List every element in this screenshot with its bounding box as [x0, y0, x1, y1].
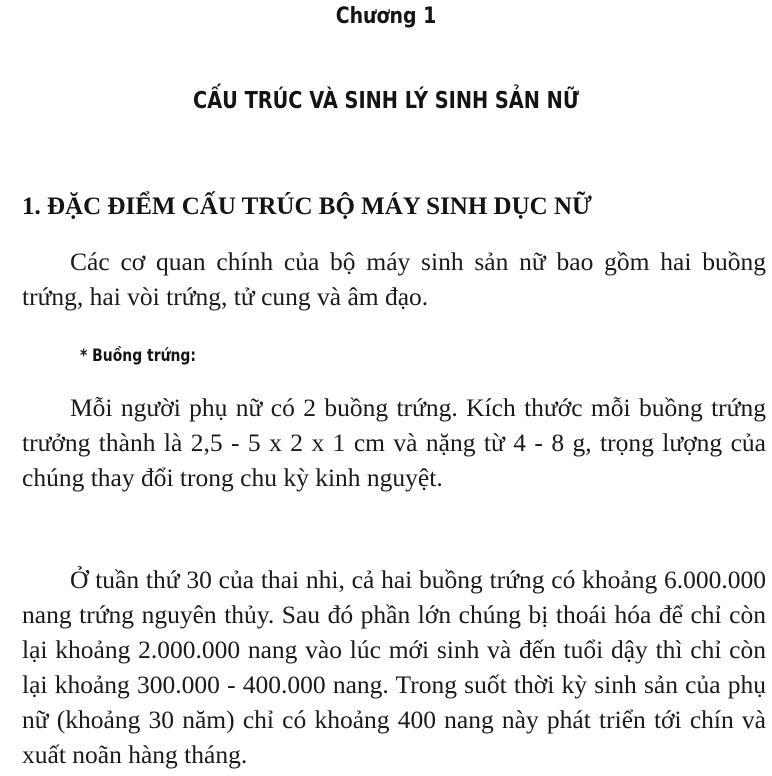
intro-text: Các cơ quan chính của bộ máy sinh sản nữ bao gồm hai buồng trứng, hai vòi trứng, tử cung và âm đạo.: [22, 247, 766, 311]
section-heading: 1. ĐẶC ĐIỂM CẤU TRÚC BỘ MÁY SINH DỤC NỮ: [22, 193, 592, 220]
chapter-label: Chương 1: [335, 4, 437, 29]
intro-paragraph: [22, 244, 766, 314]
paragraph-2-text: Ở tuần thứ 30 của thai nhi, cả hai buồng trứng có khoảng 6.000.000 nang trứng nguyên thủy. Sau đó phần lớn chúng bị thoái hóa để chỉ còn lại khoảng 2.000.000 nang vào lúc mới sinh và đến tuổi dậy thì chỉ còn lại khoảng 300.000 - 400.000 nang. Trong suốt thời kỳ sinh sản của phụ nữ (khoảng 30 năm) chỉ có khoảng 400 nang này phát triển tới chín và xuất noãn hàng tháng.: [22, 565, 766, 769]
chapter-title: CẤU TRÚC VÀ SINH LÝ SINH SẢN NỮ: [193, 88, 579, 114]
paragraph-1: [22, 390, 766, 495]
paragraph-1-text: Mỗi người phụ nữ có 2 buồng trứng. Kích thước mỗi buồng trứng trưởng thành là 2,5 - 5 x 2 x 1 cm và nặng từ 4 - 8 g, trọng lượng của chúng thay đổi trong chu kỳ kinh nguyệt.: [22, 393, 766, 492]
subheading-ovary: * Buồng trứng:: [80, 346, 196, 366]
paragraph-2: [22, 562, 766, 772]
